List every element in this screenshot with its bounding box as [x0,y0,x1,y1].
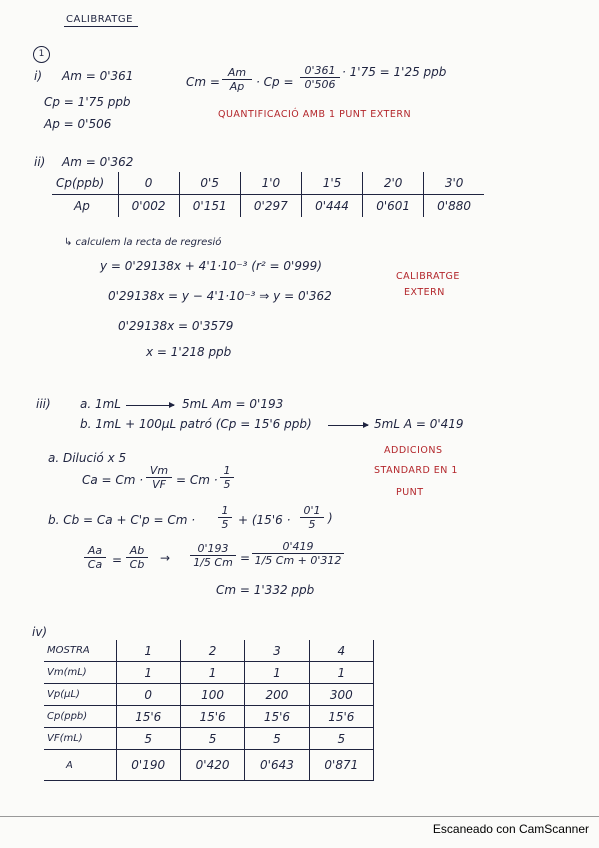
arrow-icon [126,405,174,406]
r-f3-den: 1/5 Cm [193,556,233,570]
ratio-eq-2: = [240,551,251,565]
cp-cell: 3'0 [424,172,484,195]
part-ii-regression: y = 0'29138x + 4'1·10⁻³ (r² = 0'999) [100,259,322,273]
part-ii-label: ii) [34,155,46,169]
table-cell: 5 [245,728,309,750]
part-i-label: i) [34,69,43,83]
ap-cell: 0'297 [240,195,301,218]
part-i-ap: Ap = 0'506 [44,117,112,131]
r-f3-num: 0'193 [190,542,236,556]
part-iv-label: iv) [32,625,48,639]
calibration-table [52,172,484,217]
part-iii-note1: ADDICIONS [384,445,443,456]
table-cell: 1 [309,662,373,684]
part-iii-dilution: a. Dilució x 5 [48,451,127,465]
part-ii-line1: ↳ calculem la recta de regresió [64,237,222,248]
table-row [44,684,374,706]
ca-fraction-1 [146,464,172,491]
ca-f1-num: Vm [146,464,172,478]
table-cell: 0'871 [309,750,373,781]
part-iii-cb-mid: + (15'6 · [238,513,291,527]
row-label: Vm(mL) [44,662,116,684]
part-i-fraction-2 [300,64,340,91]
part-i-note: QUANTIFICACIÓ AMB 1 PUNT EXTERN [218,109,412,120]
cb-f2-den: 5 [308,518,316,532]
row-label-ap: Ap [74,199,90,213]
table-cell: 0'643 [245,750,309,781]
table-cell: 1 [245,662,309,684]
row-label: A [44,750,116,781]
table-row-cp [52,172,484,195]
table-cell: 100 [180,684,244,706]
cp-cell: 1'5 [301,172,362,195]
table-cell: 300 [309,684,373,706]
table-cell: 15'6 [116,706,180,728]
ratio-eq: = [112,553,123,567]
part-i-f1-num: Am [222,66,252,80]
ca-f2-num: 1 [220,464,234,478]
ap-cell: 0'601 [363,195,424,218]
r-f2-num: Ab [126,544,148,558]
table-row [44,728,374,750]
part-ii-result: x = 1'218 ppb [146,345,232,359]
title-underline [64,26,138,27]
r-f1-num: Aa [84,544,106,558]
table-cell: 15'6 [245,706,309,728]
header-cell: 2 [180,640,244,662]
r-f4-den: 1/5 Cm + 0'312 [254,554,342,568]
cb-fraction-1 [218,504,232,531]
table-cell: 0'190 [116,750,180,781]
table-row [44,750,374,781]
part-i-f2-num: 0'361 [300,64,340,78]
arrow-icon [328,425,368,426]
row-label-cp: Cp(ppb) [52,172,118,195]
table-cell: 15'6 [309,706,373,728]
part-iii-result: Cm = 1'332 ppb [216,583,315,597]
part-iii-b-right: 5mL A = 0'419 [374,417,464,431]
ap-cell: 0'002 [118,195,179,218]
part-i-formula-lhs: Cm = [186,75,220,89]
header-cell: 3 [245,640,309,662]
ratio-fraction-3 [190,542,236,569]
page-title: CALIBRATGE [66,14,133,25]
part-i-mid: · Cp = [256,75,294,89]
table-row [44,662,374,684]
cp-cell: 0 [118,172,179,195]
cb-f2-num: 0'1 [300,504,324,518]
table-cell: 1 [180,662,244,684]
cp-cell: 0'5 [179,172,240,195]
ratio-fraction-4 [252,540,344,567]
cb-f1-den: 5 [221,518,229,532]
table-row [44,706,374,728]
cb-f1-num: 1 [218,504,232,518]
part-iii-cb-close: ) [328,511,333,525]
row-label: Vp(µL) [44,684,116,706]
scan-footer-divider [0,816,599,817]
ap-cell: 0'444 [301,195,362,218]
part-iii-label: iii) [36,397,51,411]
header-cell: 4 [309,640,373,662]
table-cell: 15'6 [180,706,244,728]
r-f1-den: Ca [87,558,103,572]
ratio-arrow: → [160,551,171,565]
part-iii-a-left: a. 1mL [80,397,121,411]
part-iii-note2: STANDARD EN 1 [374,465,458,476]
ca-f2-den: 5 [223,478,231,492]
header-cell: 1 [116,640,180,662]
scanner-watermark: Escaneado con CamScanner [432,822,589,836]
table-cell: 200 [245,684,309,706]
part-ii-line3: 0'29138x = y − 4'1·10⁻³ ⇒ y = 0'362 [108,289,332,303]
ap-cell: 0'880 [424,195,484,218]
cp-cell: 2'0 [363,172,424,195]
part-iii-ca-mid: = Cm · [176,473,218,487]
samples-table [44,640,374,781]
table-header-row [44,640,374,662]
exercise-number-circle [33,46,50,63]
part-i-f2-den: 0'506 [304,78,336,92]
header-label: MOSTRA [44,640,116,662]
part-iii-b-left: b. 1mL + 100µL patró (Cp = 15'6 ppb) [80,417,312,431]
table-row-ap [52,195,484,218]
table-cell: 5 [116,728,180,750]
part-i-f1-den: Ap [229,80,245,94]
table-cell: 1 [116,662,180,684]
part-ii-line4: 0'29138x = 0'3579 [118,319,234,333]
ca-fraction-2 [220,464,234,491]
part-i-fraction-1 [222,66,252,93]
part-ii-note1: CALIBRATGE [396,271,460,282]
table-cell: 0'420 [180,750,244,781]
part-i-result: · 1'75 = 1'25 ppb [342,65,447,79]
row-label: VF(mL) [44,728,116,750]
cb-fraction-2 [300,504,324,531]
ratio-fraction-1 [84,544,106,571]
table-cell: 5 [309,728,373,750]
part-ii-am: Am = 0'362 [62,155,134,169]
row-label: Cp(ppb) [44,706,116,728]
part-iii-cb-lhs: b. Cb = Ca + C'p = Cm · [48,513,196,527]
r-f2-den: Cb [129,558,145,572]
part-i-cp: Cp = 1'75 ppb [44,95,131,109]
part-ii-note2: EXTERN [404,287,445,298]
part-i-am: Am = 0'361 [62,69,134,83]
ca-f1-den: VF [152,478,166,492]
ratio-fraction-2 [126,544,148,571]
cp-cell: 1'0 [240,172,301,195]
table-cell: 5 [180,728,244,750]
exercise-number: 1 [38,49,45,59]
ap-cell: 0'151 [179,195,240,218]
part-iii-ca-lhs: Ca = Cm · [82,473,144,487]
part-iii-note3: PUNT [396,487,424,498]
r-f4-num: 0'419 [252,540,344,554]
table-cell: 0 [116,684,180,706]
part-iii-a-right: 5mL Am = 0'193 [182,397,284,411]
